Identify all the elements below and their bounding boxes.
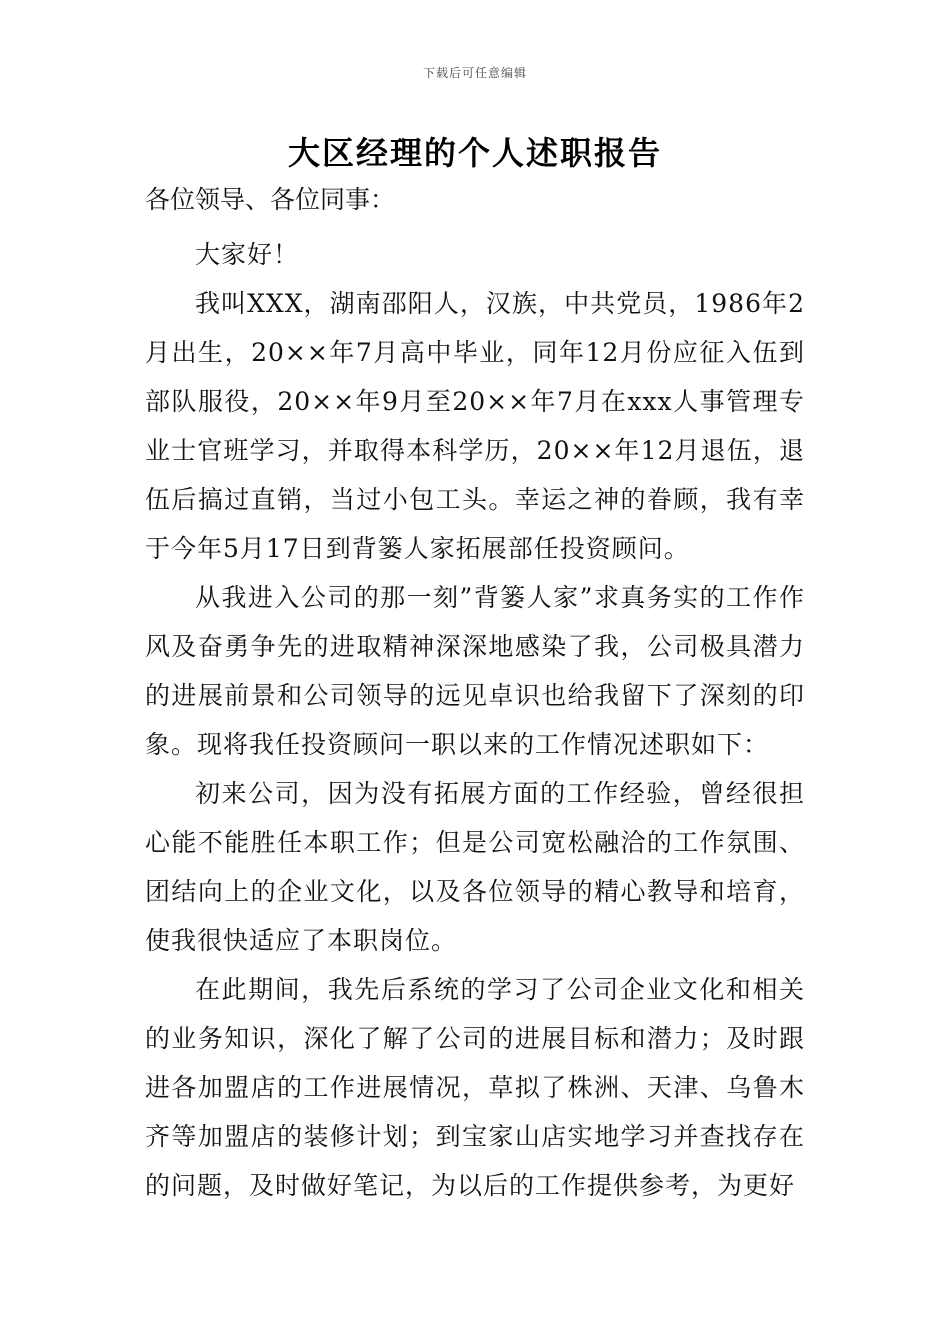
document-title: 大区经理的个人述职报告: [287, 134, 662, 172]
paragraph-introduction: 我叫XXX，湖南邵阳人，汉族，中共党员，1986年2月出生，20××年7月高中毕业，同年12月份应征入伍到部队服役，20××年9月至20××年7月在xxx人事管理专业士官班学习，并取得本科学历，20××年12月退伍，退伍后搞过直销，当过小包工头。幸运之神的眷顾，我有幸于今年5月17日到背篓人家拓展部任投资顾问。: [145, 289, 805, 563]
paragraph-work-summary: 在此期间，我先后系统的学习了公司企业文化和相关的业务知识，深化了解了公司的进展目标和潜力；及时跟进各加盟店的工作进展情况，草拟了株洲、天津、乌鲁木齐等加盟店的装修计划；到宝家山店实地学习并查找存在的问题，及时做好笔记，为以后的工作提供参考，为更好: [145, 975, 805, 1200]
salutation: 各位领导、各位同事：: [145, 185, 396, 214]
document-body: [145, 230, 805, 1210]
paragraph-company-impression: 从我进入公司的那一刻”背篓人家”求真务实的工作作风及奋勇争先的进取精神深深地感染了我，公司极具潜力的进展前景和公司领导的远见卓识也给我留下了深刻的印象。现将我任投资顾问一职以来的工作情况述职如下：: [145, 583, 805, 759]
page-header-note: 下载后可任意编辑: [422, 66, 527, 80]
paragraph-greeting: 大家好！: [195, 240, 300, 269]
paragraph-adaptation: 初来公司，因为没有拓展方面的工作经验，曾经很担心能不能胜任本职工作；但是公司宽松融洽的工作氛围、团结向上的企业文化，以及各位领导的精心教导和培育，使我很快适应了本职岗位。: [145, 779, 805, 955]
